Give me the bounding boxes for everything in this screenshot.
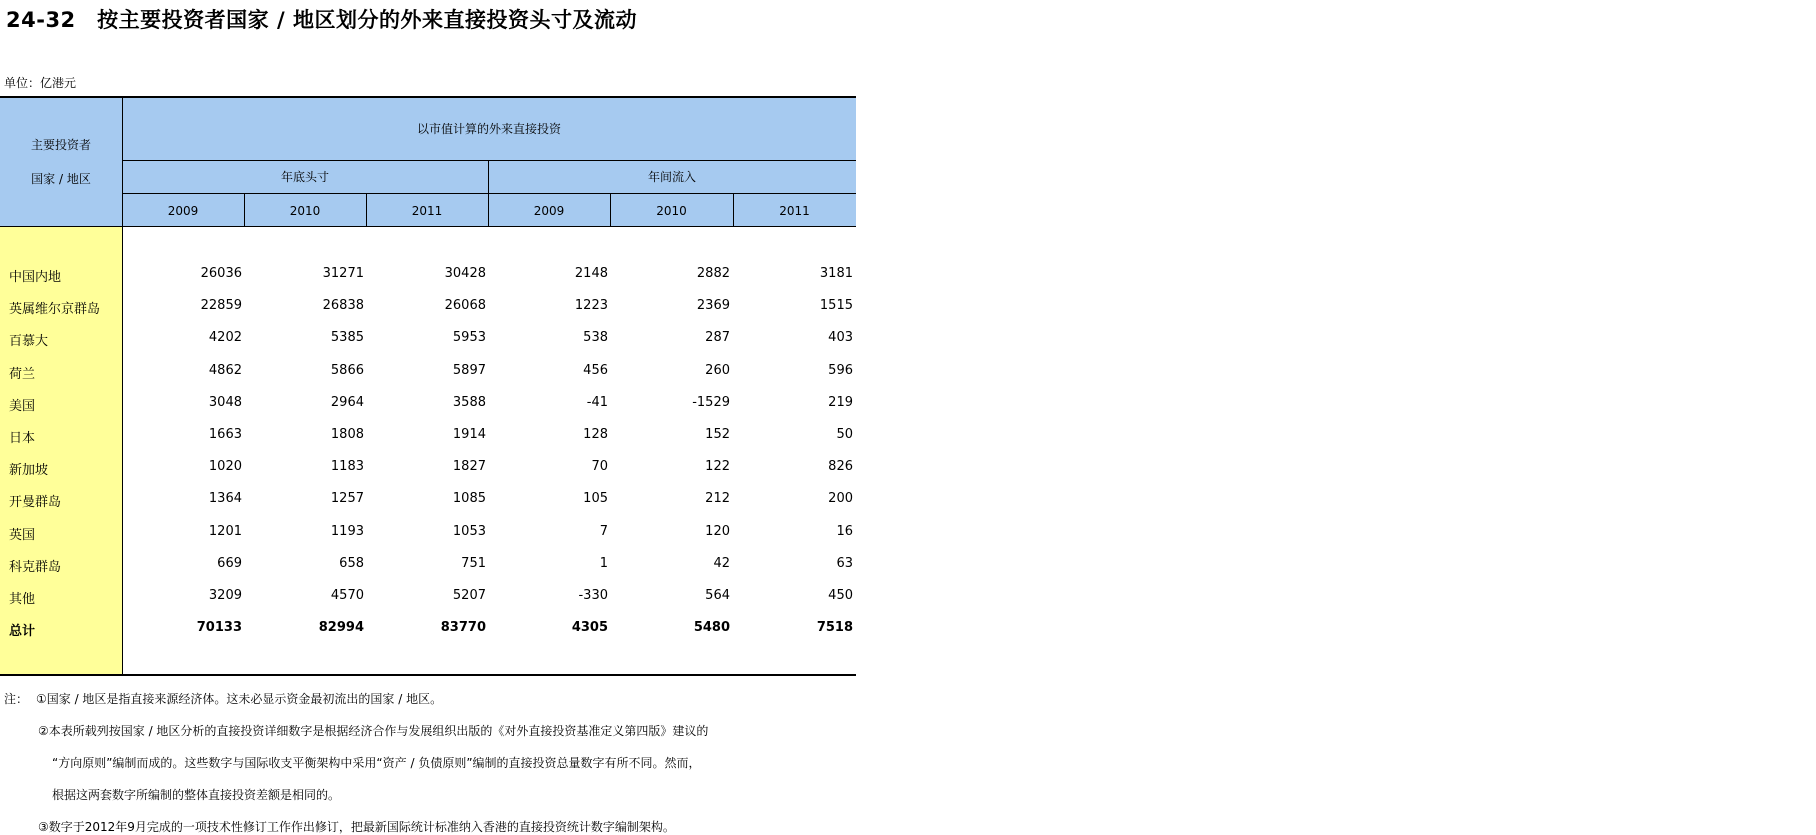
note-line: ③数字于2012年9月完成的一项技术性修订工作作出修订，把最新国际统计标准纳入香港的直接投资统计数字编制架构。 [38,820,675,834]
total-label: 总计 [9,624,36,640]
value-cell: 287 [705,330,730,346]
value-cell: 2882 [696,266,730,281]
table-row [0,355,856,387]
note-line: 根据这两套数字所编制的整体直接投资差额是相同的。 [52,788,341,802]
page-title: 24-32 按主要投资者国家 / 地区划分的外来直接投资头寸及流动 [6,8,637,32]
value-cell: 1808 [330,427,364,442]
note-line: ②本表所载列按国家 / 地区分析的直接投资详细数字是根据经济合作与发展组织出版的《对外直接投资基准定义第四版》建议的 [38,724,709,738]
value-cell: 70 [591,459,608,475]
value-cell: 120 [705,523,730,539]
value-cell: 200 [828,491,853,507]
value-cell: 1085 [452,491,486,507]
value-cell: 5897 [452,362,486,378]
value-cell: 538 [583,330,608,346]
value-cell: 4202 [208,330,242,346]
value-cell: 31271 [322,266,364,281]
country-name: 荷兰 [9,366,36,382]
value-cell: 5207 [452,588,486,603]
country-name: 新加坡 [9,463,49,479]
value-cell: 596 [828,362,853,378]
value-cell: 152 [705,427,730,442]
header-year: 2009 [167,204,199,218]
value-cell: 1663 [208,427,242,442]
value-cell: 1183 [330,459,364,475]
value-cell: -330 [578,588,608,603]
country-name: 其他 [9,592,36,607]
value-cell: 5866 [330,362,364,378]
table-row [0,258,856,290]
header-bottom-line [0,226,856,227]
value-cell: 751 [461,555,486,571]
value-cell: 128 [583,427,608,442]
value-cell: 212 [705,491,730,507]
header-grid-line [488,160,489,226]
value-cell: 1827 [452,459,486,475]
table-row [0,516,856,548]
header-subgroup-flow: 年间流入 [647,170,696,184]
total-row [0,612,856,644]
header-year: 2010 [289,204,321,218]
value-cell: 1020 [208,459,242,475]
notes-prefix: 注： [4,692,29,706]
note-line: ①国家 / 地区是指直接来源经济体。这未必显示资金最初流出的国家 / 地区。 [36,692,443,706]
value-cell: 3181 [819,266,853,281]
value-cell: 7518 [816,620,853,636]
country-name: 百慕大 [9,334,49,350]
header-col-label-line1: 主要投资者 [30,138,91,152]
table-row [0,419,856,451]
value-cell: 1193 [330,523,364,539]
value-cell: 122 [705,459,730,475]
value-cell: 26838 [322,298,364,314]
country-name: 日本 [9,431,36,446]
table-row [0,451,856,483]
table-row [0,322,856,354]
value-cell: 26036 [200,266,242,281]
value-cell: 5953 [452,330,486,346]
value-cell: 4570 [330,588,364,603]
country-name: 英国 [9,527,36,543]
table-row [0,580,856,612]
value-cell: 2148 [574,266,608,281]
value-cell: 3209 [208,588,242,603]
value-cell: -41 [586,394,608,410]
value-cell: 1053 [452,523,486,539]
value-cell: 450 [828,588,853,603]
header-grid-line [122,193,856,194]
value-cell: 83770 [440,620,486,636]
value-cell: 1201 [208,523,242,539]
value-cell: 42 [713,555,730,571]
header-year: 2009 [533,204,565,218]
value-cell: 1223 [574,298,608,314]
header-year: 2010 [656,204,687,218]
table-bottom-rule [0,674,856,676]
header-year: 2011 [779,204,810,218]
header-grid-line [122,160,856,161]
value-cell: 5385 [330,330,364,346]
header-group-title: 以市值计算的外来直接投资 [416,122,561,136]
unit-label: 单位：亿港元 [4,76,77,90]
value-cell: 564 [705,588,730,603]
value-cell: 63 [836,555,853,571]
table-row [0,387,856,419]
value-cell: 16 [836,523,853,539]
header-col-label-line2: 国家 / 地区 [31,172,91,186]
header-grid-line [610,193,611,226]
value-cell: 105 [583,491,608,507]
value-cell: 219 [828,394,853,410]
value-cell: 3048 [208,394,242,410]
value-cell: 1 [599,555,608,571]
value-cell: 4862 [208,362,242,378]
value-cell: 2369 [696,298,730,314]
value-cell: 260 [705,362,730,378]
value-cell: 658 [339,555,364,571]
header-grid-line [244,193,245,226]
table-row [0,290,856,322]
header-grid-line [366,193,367,226]
value-cell: 3588 [452,394,486,410]
country-name: 中国内地 [9,270,62,285]
value-cell: 5480 [693,620,730,636]
value-cell: 403 [828,330,853,346]
header-year: 2011 [411,204,443,218]
value-cell: 826 [828,459,853,475]
note-line: “方向原则”编制而成的。这些数字与国际收支平衡架构中采用“资产 / 负债原则”编制的直接投资总量数字有所不同。然而， [52,756,701,770]
value-cell: 30428 [444,266,486,281]
value-cell: 1914 [452,427,486,442]
value-cell: 1257 [330,491,364,507]
value-cell: 26068 [444,298,486,314]
value-cell: 82994 [318,620,364,636]
value-cell: 7 [599,523,608,539]
value-cell: 4305 [571,620,608,636]
country-name: 开曼群岛 [9,495,62,511]
header-subgroup-position: 年底头寸 [280,170,329,184]
value-cell: -1529 [692,394,730,410]
value-cell: 2964 [330,394,364,410]
value-cell: 1515 [819,298,853,314]
value-cell: 669 [217,555,242,571]
value-cell: 456 [583,362,608,378]
table-row [0,548,856,580]
value-cell: 50 [836,427,853,442]
fdi-table [0,96,856,676]
value-cell: 22859 [200,298,242,314]
header-grid-line [733,193,734,226]
country-name: 科克群岛 [9,559,62,575]
value-cell: 70133 [196,620,242,636]
country-name: 英属维尔京群岛 [9,302,101,318]
value-cell: 1364 [208,491,242,507]
table-row [0,483,856,515]
country-name: 美国 [9,398,36,414]
